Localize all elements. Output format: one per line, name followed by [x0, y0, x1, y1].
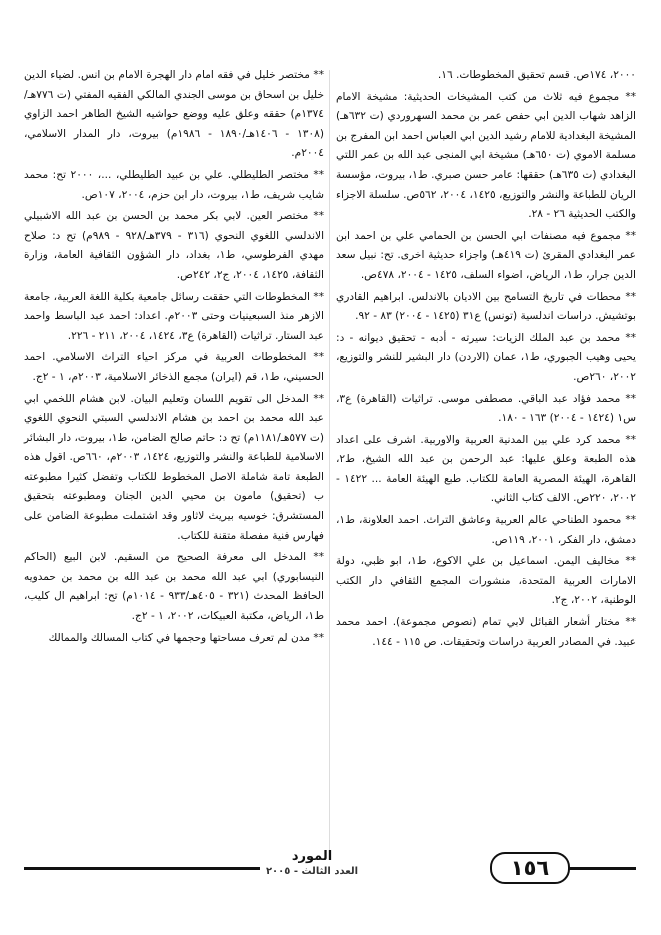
page-number: ١٥٦: [490, 852, 570, 884]
journal-masthead: [262, 849, 362, 879]
bibliography-entry: ** مدن لم تعرف مساحتها وحجمها في كتاب المسالك والممالك: [48, 631, 324, 644]
bibliography-entry: ** محطات في تاريخ التسامح بين الاديان بالاندلس. ابراهيم القادري بوتشيش. دراسات اندلسية (تونس) ع٣١ (١٤٢٥ - ٢٠٠٤) ٨٣ - ٩٢.: [336, 290, 636, 323]
bibliography-entry: ** المخطوطات التي حققت رسائل جامعية بكلية اللغة العربية، جامعة الازهر منذ السبعينيات وحتى ٢٠٠٣م. اعداد: احمد عبد الباسط واحمد عبد الستار. تراثيات (القاهرة) ع٣، ١٤٢٤، ٢٠٠٤، ٢١١ - ٢٢٦.: [24, 290, 324, 342]
bibliography-entry: ** مختصر العين. لابي بكر محمد بن الحسن بن عبد الله الاشبيلي الاندلسي اللغوي النحوي (٣١٦ - ٣٧٩هـ/٩٢٨ - ٩٨٩م) تح د: صلاح مهدي الفرطوسي، ط١، بغداد، دار الشؤون الثقافية العامة، وزارة الثقافة، ١٤٢٥، ٢٠٠٤، ج٢، ٢٤٢ص.: [24, 210, 325, 281]
column-divider: [329, 70, 330, 850]
footer-rule-right: [566, 867, 636, 870]
bibliography-entry: ** مختصر الطليطلي. علي بن عبيد الطليطلي، ...، ٢٠٠٠ تح: محمد شايب شريف، ط١، بيروت، دار ابن حزم، ٢٠٠٤، ١٠٧ص.: [24, 168, 325, 201]
left-column: [24, 66, 324, 650]
bibliography-entry: ** مخاليف اليمن. اسماعيل بن علي الاكوع، ط١، ابو ظبي، دولة الامارات العربية المتحدة، منشورات المجمع الثقافي دار الكتب الوطنية، ٢٠٠٢، ج٢.: [336, 555, 636, 607]
bibliography-entry: ** محمود الطناحي عالم العربية وعاشق التراث. احمد العلاونة، ط١، دمشق، دار الفكر، ٢٠٠١، ١١٩ص.: [336, 514, 636, 546]
bibliography-entry: ** محمد كرد علي بين المدنية العربية والاوربية. اشرف على اعداد هذه الطبعة وعلق عليها: عبد الرحمن بن عبد الله الشيخ، ط٢، القاهرة، الهيئة المصرية العامة للكتاب. طبع الهيئة العامة ... ١٤٢٢ - ٢٠٠٢، ٢٢٠ص. الالف كتاب الثاني.: [336, 433, 636, 505]
bibliography-entry: ** مختصر خليل في فقه امام دار الهجرة الامام بن انس. لضياء الدين خليل بن اسحاق بن موسى الجندي المالكي الفقيه المفتي (ت ٧٧٦هـ/١٣٧٤م) حققه وعلق عليه ووضع حواشيه الشيخ الطاهر احمد الزاوي (١٣٠٨ - ١٤٠٦هـ/١٨٩٠ - ١٩٨٦م) بيروت، دار المدار الاسلامي، ٢٠٠٤م.: [24, 69, 324, 160]
bibliography-entry: ** المخطوطات العربية في مركز احياء التراث الاسلامي. احمد الحسيني، ط١، قم (ايران) مجمع الذخائر الاسلامية، ٢٠٠٣م، ١ - ٢ج.: [24, 351, 324, 383]
page-footer: [0, 846, 661, 886]
bibliography-entry: ** مختار أشعار القبائل لابي تمام (نصوص مجموعة). احمد محمد عبيد. في المصادر العربية دراسات وتحقيقات. ص ١١٥ - ١٤٤.: [336, 616, 636, 648]
footer-rule-left: [24, 867, 260, 870]
bibliography-entry: ** المدخل الى تقويم اللسان وتعليم البيان. لابن هشام اللخمي ابي عبد الله محمد بن احمد بن هشام الاندلسي السبتي النحوي اللغوي (ت ٥٧٧هـ/١١٨١م) تح د: حاتم صالح الضامن، ط١، بيروت، دار البشائر الاسلامية للطباعة والنشر والتوزيع، ١٤٢٤، ٢٠٠٣م، ٦٦٠ص. اقول هذه الطبعة تامة شاملة الاصل المخطوط للكتاب وتفضل كثيرا مطبوعته ب (تحقيق) مامون بن محيي الدين الجنان ومطبوعته بتحقيق المستشرق: خوسيه بيريث لاثاور وقد اشتملت مطبوعة الضامن على فهارس فنية مفصلة متقنة للكتاب.: [24, 392, 325, 542]
bibliography-entry: ** المدخل الى معرفة الصحيح من السقيم. لابن البيع (الحاكم النيسابوري) ابي عبد الله محمد بن عبد الله بن محمد بن حمدويه الحافظ المحدث (٣٢١ - ٤٠٥هـ/٩٣٣ - ١٠١٤م) تح: ابراهيم ال كليب، ط١، الرياض، مكتبة العبيكات، ٢٠٠٢، ١ - ٢ج.: [24, 551, 324, 623]
bibliography-entry: ** محمد بن عبد الملك الزيات: سيرته - أدبه - تحقيق ديوانه - د: يحيى وهيب الجبوري، ط١، عمان (الاردن) دار البشير للنشر والتوزيع، ٢٠٠٢، ٢٦٠ص.: [336, 331, 636, 383]
bibliography-entry: ** مجموع فيه ثلاث من كتب المشيخات الحديثية: مشيخة الامام الزاهد شهاب الدين ابي حفص عمر بن محمد السهروردي (ت ٦٣٢هـ) المشيخة البغدادية للامام رشيد الدين ابي العباس احمد ابن المفرج بن مسلمة الاموي (ت ٦٥٠هـ) مشيخة ابي المنجى عبد الله بن عمر اللتي البغدادي (ت ٦٣٥هـ) حققها: عامر حسن صبري. ط١، بيروت، مؤسسة الريان للطباعة والنشر والتوزيع، ١٤٢٥، ٢٠٠٤، ٥٦٢ص. سلسلة الاجزاء والكتب الحديثية ٢٦ - ٢٨.: [336, 90, 637, 221]
bibliography-entry: ٢٠٠٠، ١٧٤ص. قسم تحقيق المخطوطات. ١٦.: [437, 69, 636, 81]
journal-name: المورد: [291, 849, 333, 864]
journal-issue: العدد الثالث - ٢٠٠٥: [265, 866, 359, 877]
bibliography-entry: ** محمد فؤاد عبد الباقي. مصطفى موسى. تراثيات (القاهرة) ع٣، س١ (١٤٢٤ - ٢٠٠٤) ١٦٣ - ١٨٠.: [336, 392, 636, 425]
right-column: [336, 66, 636, 654]
bibliography-entry: ** مجموع فيه مصنفات ابي الحسن بن الحمامي علي بن احمد ابن عمر البغدادي المقرئ (ت ٤١٩هـ) واجزاء حديثية اخرى. تح: نبيل سعد الدين جرار، ط١، الرياض، اضواء السلف، ١٤٢٥ - ٢٠٠٤، ٤٧٨ص.: [336, 229, 636, 281]
